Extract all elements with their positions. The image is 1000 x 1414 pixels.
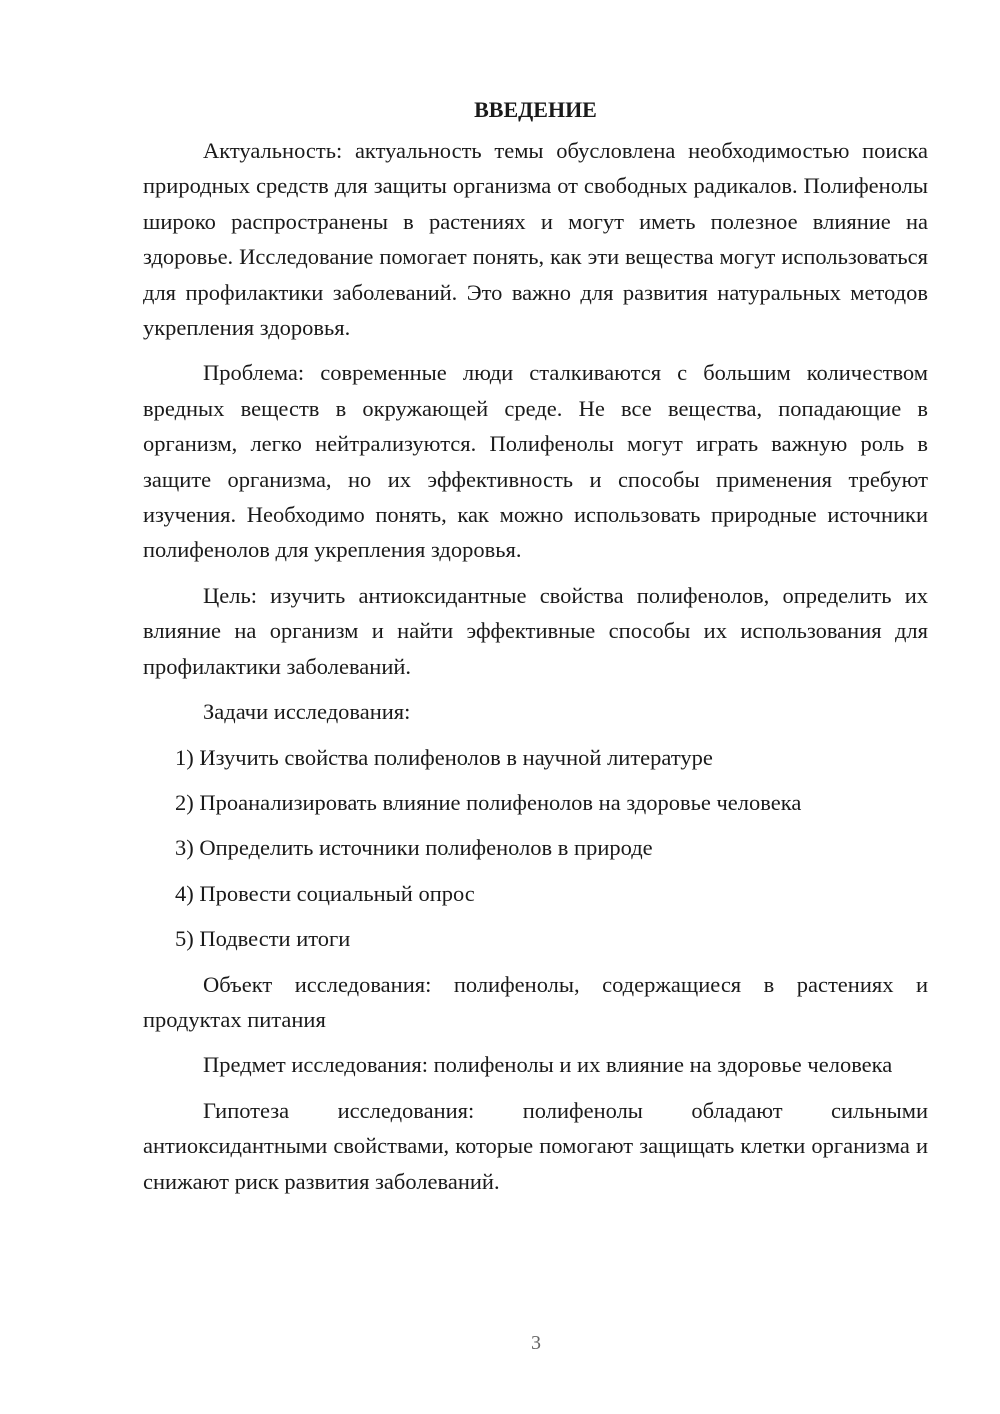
task-item: 4) Провести социальный опрос [175,880,475,906]
problem-paragraph: Проблема: современные люди сталкиваются с большим количеством вредных веществ в окружающей среде. Не все вещества, попадающие в организм, легко нейтрализуются. Полифенолы могут играть важную роль в защите организма, но их эффективность и способы применения требуют изучения. Необходимо понять, как можно использовать природные источники полифенолов для укрепления здоровья. [143,360,928,563]
hypothesis-paragraph: Гипотеза исследования: полифенолы обладают сильными антиоксидантными свойствами, которые помогают защищать клетки организма и снижают риск развития заболеваний. [143,1097,928,1194]
relevance-paragraph: Актуальность: актуальность темы обусловлена необходимостью поиска природных средств для защиты организма от свободных радикалов. Полифенолы широко распространены в растениях и могут иметь полезное влияние на здоровье. Исследование помогает понять, как эти вещества могут использоваться для профилактики заболеваний. Это важно для развития натуральных методов укрепления здоровья. [143,138,928,341]
section-title: ВВЕДЕНИЕ [474,97,597,122]
goal-paragraph: Цель: изучить антиоксидантные свойства полифенолов, определить их влияние на организм и найти эффективные способы их использования для профилактики заболеваний. [143,582,928,679]
task-item: 2) Проанализировать влияние полифенолов на здоровье человека [175,789,802,815]
object-paragraph: Объект исследования: полифенолы, содержащиеся в растениях и продуктах питания [143,971,928,1032]
document-page [143,92,928,1209]
page-number: 3 [531,1332,541,1354]
tasks-list [143,740,928,957]
tasks-heading: Задачи исследования: [203,699,411,725]
task-item: 3) Определить источники полифенолов в природе [175,835,653,861]
subject-paragraph: Предмет исследования: полифенолы и их влияние на здоровье человека [203,1052,893,1078]
task-item: 1) Изучить свойства полифенолов в научной литературе [175,744,713,770]
task-item: 5) Подвести итоги [175,926,351,952]
